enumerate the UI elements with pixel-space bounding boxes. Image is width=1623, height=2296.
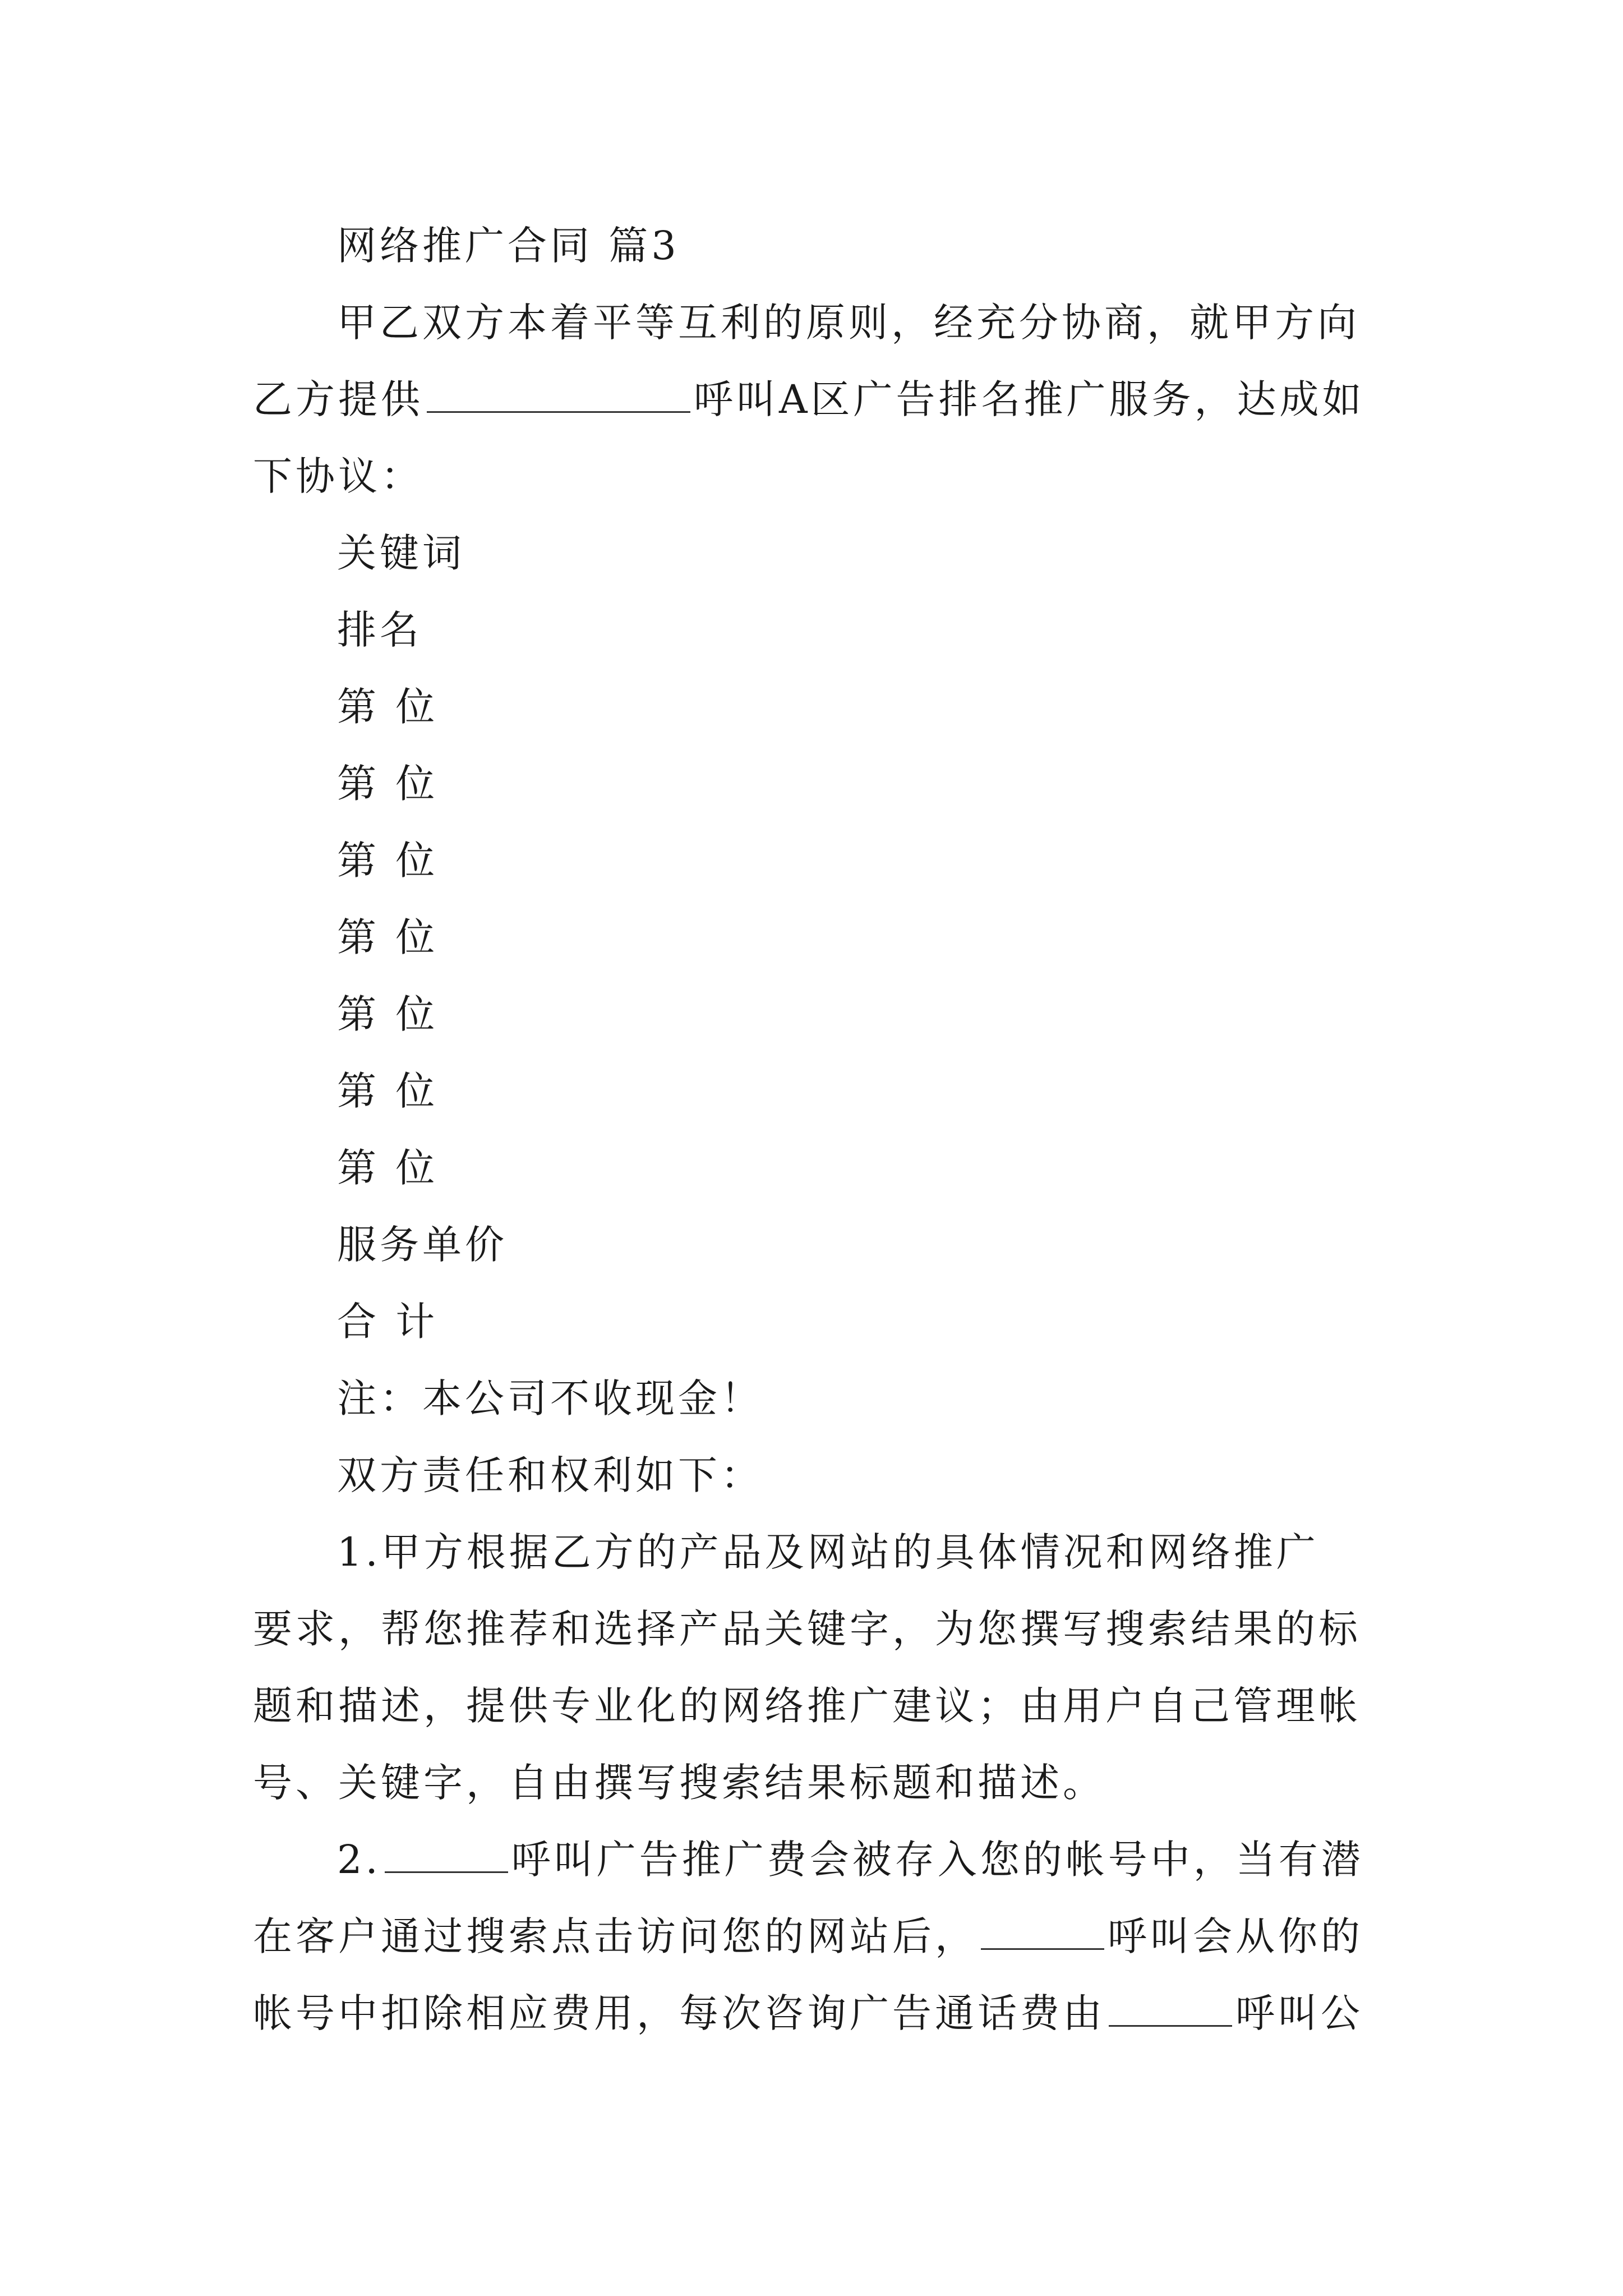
table-item-rank: 排名 [337, 607, 422, 653]
clause-1-line-1: 1.甲方根据乙方的产品及网站的具体情况和网络推广 [337, 1529, 1319, 1575]
fill-in-blank [981, 1948, 1104, 1950]
fill-in-blank [427, 411, 690, 413]
table-item-position: 第 位 [337, 991, 439, 1037]
clause-2-number: 2. [337, 1837, 381, 1883]
fill-in-blank [385, 1871, 508, 1873]
clause-2-line-2-before: 在客户通过搜索点击访问您的网站后， [253, 1913, 978, 1959]
table-item-position: 第 位 [337, 838, 439, 884]
rights-heading: 双方责任和权利如下： [337, 1452, 763, 1498]
clause-2-line-2-after: 呼叫会从你的 [1108, 1913, 1363, 1959]
fill-in-blank [1109, 2024, 1232, 2027]
document-body [253, 208, 1380, 2052]
clause-2-line-1-after: 呼叫广告推广费会被存入您的帐号中，当有潜 [511, 1837, 1364, 1883]
table-item-position: 第 位 [337, 761, 439, 807]
table-item-position: 第 位 [337, 914, 439, 960]
document-title: 网络推广合同 篇3 [337, 223, 680, 269]
table-item-total: 合 计 [337, 1299, 439, 1345]
clause-2-line-2 [253, 1898, 1380, 1975]
clause-2-line-1 [253, 1821, 1380, 1898]
table-item-keyword: 关键词 [337, 530, 465, 576]
clause-2-line-3-before: 帐号中扣除相应费用，每次咨询广告通话费由 [253, 1990, 1105, 2036]
table-item-position: 第 位 [337, 1145, 439, 1191]
table-item-position: 第 位 [337, 684, 439, 730]
intro-line-2-after: 呼叫A区广告排名推广服务，达成如 [694, 376, 1365, 422]
intro-line-2 [253, 361, 1380, 438]
clause-1-line-2: 要求，帮您推荐和选择产品关键字，为您撰写搜索结果的标 [253, 1606, 1361, 1652]
clause-2-line-3 [253, 1975, 1380, 2052]
table-item-position: 第 位 [337, 1068, 439, 1114]
note: 注：本公司不收现金！ [337, 1375, 763, 1421]
clause-1-line-3: 题和描述，提供专业化的网络推广建议；由用户自己管理帐 [253, 1683, 1361, 1729]
intro-line-2-before: 乙方提供 [253, 376, 423, 422]
intro-line-3: 下协议： [253, 453, 423, 499]
clause-1-line-4: 号、关键字，自由撰写搜索结果标题和描述。 [253, 1760, 1105, 1806]
table-item-unit-price: 服务单价 [337, 1222, 508, 1268]
intro-line-1: 甲乙双方本着平等互利的原则，经充分协商，就甲方向 [337, 300, 1360, 346]
clause-2-line-3-after: 呼叫公 [1235, 1990, 1363, 2036]
